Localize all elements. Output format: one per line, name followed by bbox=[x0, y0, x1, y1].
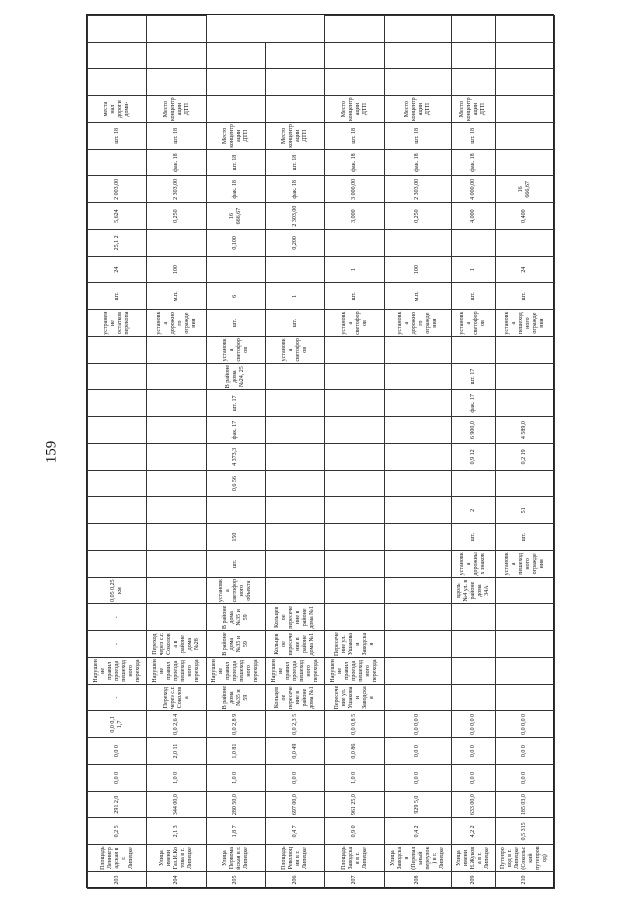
table-cell: В районе дома №24, 25 bbox=[206, 363, 265, 390]
table-cell bbox=[495, 470, 554, 497]
table-cell bbox=[325, 577, 384, 604]
table-cell: шт. bbox=[452, 524, 495, 551]
table-cell: 0,5 315 bbox=[495, 818, 554, 845]
table-cell: 0,0 0 bbox=[88, 765, 147, 792]
table-cell bbox=[384, 658, 451, 685]
table-cell: Нарушение правил проезда пешеходного перехода bbox=[147, 658, 206, 685]
table-cell bbox=[325, 470, 384, 497]
table-cell: 0,9 12 bbox=[452, 444, 495, 471]
table-cell: м.п. bbox=[147, 283, 206, 310]
table-cell bbox=[206, 256, 265, 283]
row-number-cell: 208 bbox=[384, 872, 451, 889]
table-cell bbox=[452, 684, 495, 711]
table-cell bbox=[452, 230, 495, 257]
table-cell: 0,05 0,25 км bbox=[88, 577, 147, 604]
table-cell: 0,0 0,0 0 bbox=[495, 711, 554, 738]
table-cell: 0,9 0 bbox=[325, 818, 384, 845]
table-cell: шт. bbox=[88, 283, 147, 310]
table-cell: шт. 17 bbox=[206, 390, 265, 417]
table-cell: установка пешеходного ограждения bbox=[495, 551, 554, 578]
table-cell bbox=[88, 149, 147, 176]
table-cell: - bbox=[88, 604, 147, 631]
table-cell: 16 666,67 bbox=[206, 203, 265, 230]
table-cell: 1,0 0 bbox=[147, 765, 206, 792]
table-cell: 0,0 0 bbox=[452, 765, 495, 792]
table-cell: Пересечение ул. Ушакова и Заводская bbox=[325, 631, 384, 658]
table-cell bbox=[88, 444, 147, 471]
table-cell: 150 bbox=[206, 524, 265, 551]
table-cell bbox=[325, 551, 384, 578]
table-cell bbox=[147, 363, 206, 390]
table-cell: 0,250 bbox=[147, 203, 206, 230]
table-cell: 0,200 bbox=[266, 230, 325, 257]
table-cell: Место концентрации ДТП bbox=[147, 96, 206, 123]
table-cell bbox=[266, 96, 325, 123]
table-cell bbox=[266, 524, 325, 551]
table-cell: шт. bbox=[495, 283, 554, 310]
table-cell: В районе дома №35 и 59 bbox=[206, 604, 265, 631]
table-cell: 0,2 5 bbox=[88, 818, 147, 845]
table-cell bbox=[384, 470, 451, 497]
table-cell: 633 00,0 bbox=[452, 791, 495, 818]
table-cell bbox=[266, 363, 325, 390]
table-cell: 6 bbox=[206, 283, 265, 310]
table-cell bbox=[147, 42, 206, 69]
table-cell bbox=[384, 497, 451, 524]
table-cell: Площадь Заводская в г. Липецке bbox=[325, 845, 384, 872]
table-cell bbox=[88, 524, 147, 551]
table-cell: установка светофоров bbox=[206, 337, 265, 364]
table-cell: 2 303,00 bbox=[266, 203, 325, 230]
table-cell: 2 003,00 bbox=[88, 176, 147, 203]
table-cell: 24 bbox=[495, 256, 554, 283]
table-row bbox=[452, 16, 495, 889]
table-cell: 4,000 bbox=[452, 203, 495, 230]
table-cell bbox=[325, 417, 384, 444]
table-cell: шт. 18 bbox=[147, 123, 206, 150]
table-cell: 0,4 7 bbox=[266, 818, 325, 845]
table-cell bbox=[206, 69, 265, 96]
table-cell: 280 50,0 bbox=[206, 791, 265, 818]
table-row bbox=[88, 16, 147, 889]
table-cell bbox=[495, 96, 554, 123]
table-cell bbox=[88, 363, 147, 390]
table-cell bbox=[384, 16, 451, 43]
table-cell bbox=[495, 604, 554, 631]
table-cell bbox=[266, 551, 325, 578]
table-cell bbox=[266, 42, 325, 69]
table-cell: шт. bbox=[206, 310, 265, 337]
table-cell: Кольцевое пересечение в районе дома №1 bbox=[266, 684, 325, 711]
table-cell: 2,0 11 bbox=[147, 738, 206, 765]
table-row bbox=[495, 16, 554, 889]
table-cell: шт. 18 bbox=[452, 123, 495, 150]
table-cell: 0,0 0,8 5 bbox=[325, 711, 384, 738]
table-cell bbox=[495, 390, 554, 417]
table-cell bbox=[88, 497, 147, 524]
table-cell: 0,0 0,0 0 bbox=[384, 711, 451, 738]
table-cell: 1,8 7 bbox=[206, 818, 265, 845]
table-cell bbox=[266, 69, 325, 96]
table-cell: установка дорожного ограждения bbox=[384, 310, 451, 337]
table-cell bbox=[147, 417, 206, 444]
table-cell: 697 00,0 bbox=[266, 791, 325, 818]
table-cell bbox=[325, 42, 384, 69]
table-cell bbox=[147, 337, 206, 364]
table-cell: шт. 18 bbox=[88, 123, 147, 150]
table-cell: Место концентрации ДТП bbox=[384, 96, 451, 123]
table-cell: установка дорожного ограждения bbox=[147, 310, 206, 337]
table-cell bbox=[495, 684, 554, 711]
table-cell: 2 303,00 bbox=[384, 176, 451, 203]
table-cell bbox=[266, 417, 325, 444]
table-cell: 1,0 0 bbox=[206, 765, 265, 792]
table-cell bbox=[384, 604, 451, 631]
table-cell: установка светофоров bbox=[325, 310, 384, 337]
table-cell bbox=[325, 444, 384, 471]
table-cell bbox=[266, 444, 325, 471]
table-row bbox=[206, 16, 265, 889]
table-cell: установка пешеходного ограждения bbox=[495, 310, 554, 337]
table-cell bbox=[495, 16, 554, 43]
table-cell: - bbox=[88, 684, 147, 711]
table-cell bbox=[452, 470, 495, 497]
table-cell bbox=[147, 16, 206, 43]
table-cell: 0,0 2,3 5 bbox=[266, 711, 325, 738]
table-cell bbox=[266, 577, 325, 604]
row-number-cell: 203 bbox=[88, 872, 147, 889]
table-cell: фак. 17 bbox=[452, 390, 495, 417]
table-cell: 0,2 19 bbox=[495, 444, 554, 471]
table-cell bbox=[266, 390, 325, 417]
table-cell: установка светофоров bbox=[266, 337, 325, 364]
table-cell: фак. 18 bbox=[266, 176, 325, 203]
table-cell bbox=[384, 42, 451, 69]
table-cell bbox=[88, 551, 147, 578]
table-cell: 1,0 0 bbox=[325, 765, 384, 792]
table-cell: устранение остатков перекопа bbox=[88, 310, 147, 337]
table-row bbox=[147, 16, 206, 889]
table-cell bbox=[325, 497, 384, 524]
row-number-cell: 204 bbox=[147, 872, 206, 889]
table-cell: 6 900,0 bbox=[452, 417, 495, 444]
table-cell: 929 5,0 bbox=[384, 791, 451, 818]
table-cell bbox=[206, 96, 265, 123]
table-cell: Улица Заводская (Перевальный переулок) в г. Липецке bbox=[384, 845, 451, 872]
table-cell: 16 666,67 bbox=[495, 176, 554, 203]
table-cell bbox=[495, 42, 554, 69]
table-cell bbox=[147, 230, 206, 257]
table-cell: 961 25,0 bbox=[325, 791, 384, 818]
table-cell bbox=[452, 658, 495, 685]
table-cell: 0,0 0 bbox=[495, 765, 554, 792]
table-cell bbox=[88, 390, 147, 417]
table-cell bbox=[384, 390, 451, 417]
table-cell: фак. 18 bbox=[206, 176, 265, 203]
table-cell bbox=[495, 363, 554, 390]
table-cell: м.п. bbox=[384, 283, 451, 310]
table-cell: 1,0 81 bbox=[206, 738, 265, 765]
table-cell: 0,0 0 bbox=[384, 738, 451, 765]
table-cell bbox=[452, 604, 495, 631]
table-cell bbox=[88, 337, 147, 364]
table-cell bbox=[325, 230, 384, 257]
table-cell: 344 00,0 bbox=[147, 791, 206, 818]
table-cell bbox=[147, 470, 206, 497]
table-cell bbox=[266, 470, 325, 497]
table-cell bbox=[452, 631, 495, 658]
table-cell bbox=[147, 604, 206, 631]
table-cell bbox=[384, 363, 451, 390]
table-cell bbox=[266, 256, 325, 283]
table-cell: - bbox=[88, 631, 147, 658]
table-cell: Нарушение правил проезда пешеходного перехода bbox=[206, 658, 265, 685]
table-cell bbox=[147, 551, 206, 578]
table-cell bbox=[384, 524, 451, 551]
row-number-cell: 205 bbox=[206, 872, 265, 889]
table-cell: шт. bbox=[266, 310, 325, 337]
table-cell: 2 bbox=[452, 497, 495, 524]
rotated-table-wrapper bbox=[87, 15, 555, 889]
table-cell bbox=[384, 444, 451, 471]
table-cell bbox=[325, 390, 384, 417]
table-cell: Переход через с.г. Соколова в районе дома №28 bbox=[147, 631, 206, 658]
table-cell bbox=[384, 551, 451, 578]
table-cell: Нарушение правил проезда пешеходного перехода bbox=[325, 658, 384, 685]
table-cell: шт. bbox=[495, 524, 554, 551]
table-cell: 4 373,3 bbox=[206, 444, 265, 471]
table-cell bbox=[325, 16, 384, 43]
table-cell: Место концентрации ДТП bbox=[206, 123, 265, 150]
table-cell bbox=[384, 69, 451, 96]
table-cell bbox=[384, 631, 451, 658]
table-cell: 0,250 bbox=[384, 203, 451, 230]
table-cell: 0,0 86 bbox=[325, 738, 384, 765]
table-cell: шт. bbox=[206, 551, 265, 578]
table-cell bbox=[495, 123, 554, 150]
table-cell bbox=[495, 69, 554, 96]
table-cell bbox=[147, 497, 206, 524]
table-cell: В районе дома №35 и 59 bbox=[206, 631, 265, 658]
table-cell: 100 bbox=[384, 256, 451, 283]
table-cell: фак. 18 bbox=[384, 149, 451, 176]
table-cell: Нарушение правил проезда пешеходного перехода bbox=[266, 658, 325, 685]
table-cell bbox=[495, 149, 554, 176]
table-cell bbox=[452, 337, 495, 364]
table-cell: 291 2,0 bbox=[88, 791, 147, 818]
table-cell: Кольцевое пересечение в районе дома №1 bbox=[266, 631, 325, 658]
table-cell: Площадь Ленинградская в г. Липецке bbox=[88, 845, 147, 872]
table-cell: фак. 18 bbox=[452, 149, 495, 176]
data-table-sheet bbox=[86, 14, 554, 888]
data-table bbox=[87, 15, 555, 889]
table-row bbox=[325, 16, 384, 889]
table-cell: 24 bbox=[88, 256, 147, 283]
table-cell bbox=[495, 631, 554, 658]
table-cell: Пересечение ул. Ушакова и Заводская bbox=[325, 684, 384, 711]
table-cell: установка светофоров bbox=[452, 310, 495, 337]
table-cell bbox=[88, 417, 147, 444]
table-cell: 4 589,0 bbox=[495, 417, 554, 444]
table-cell: шт. 18 bbox=[266, 149, 325, 176]
table-cell: 0,0 0 bbox=[266, 765, 325, 792]
table-cell: 0,0 0 bbox=[88, 738, 147, 765]
table-cell: 0,100 bbox=[206, 230, 265, 257]
table-cell: В районе дома №35 и 59 bbox=[206, 684, 265, 711]
table-cell: 1 bbox=[325, 256, 384, 283]
table-cell: 25,1 2 bbox=[88, 230, 147, 257]
table-cell: шт. bbox=[452, 283, 495, 310]
table-cell: 0,4 2 bbox=[384, 818, 451, 845]
table-cell: Улица Первомайская в г. Липецке bbox=[206, 845, 265, 872]
table-cell bbox=[325, 604, 384, 631]
table-cell: 0,0 0 bbox=[495, 738, 554, 765]
table-cell: Улица имени Н.Жукова в г. Липецке bbox=[452, 845, 495, 872]
table-cell: 1 bbox=[452, 256, 495, 283]
table-body bbox=[88, 16, 555, 889]
page-number: 159 bbox=[43, 440, 60, 464]
table-cell bbox=[266, 497, 325, 524]
table-cell bbox=[384, 417, 451, 444]
table-cell: 1 bbox=[266, 283, 325, 310]
table-cell: фак. 18 bbox=[147, 149, 206, 176]
table-cell: 100 bbox=[147, 256, 206, 283]
table-cell: Улица имени Газ.И.Котова в г. Липецке bbox=[147, 845, 206, 872]
table-cell: Место концентрации ДТП bbox=[325, 96, 384, 123]
table-cell: 185 03,0 bbox=[495, 791, 554, 818]
table-cell bbox=[452, 69, 495, 96]
table-cell: Путепровод в г. Липецке (Сокольский путепровод) bbox=[495, 845, 554, 872]
table-cell: шт. 17 bbox=[452, 363, 495, 390]
table-cell bbox=[147, 444, 206, 471]
table-cell bbox=[88, 16, 147, 43]
table-cell: 0,400 bbox=[495, 203, 554, 230]
table-cell: Место концентрации ДТП bbox=[452, 96, 495, 123]
table-cell: 0,0 49 bbox=[266, 738, 325, 765]
table-cell bbox=[495, 337, 554, 364]
table-row bbox=[266, 16, 325, 889]
table-cell: 2 303,00 bbox=[147, 176, 206, 203]
table-cell: 51 bbox=[495, 497, 554, 524]
table-cell: шт. 18 bbox=[206, 149, 265, 176]
table-cell bbox=[495, 577, 554, 604]
table-cell: шт. 18 bbox=[325, 123, 384, 150]
table-cell: 3 000,00 bbox=[325, 176, 384, 203]
table-cell bbox=[325, 524, 384, 551]
table-cell: установка светофорного объекта bbox=[206, 577, 265, 604]
table-cell bbox=[495, 230, 554, 257]
table-cell bbox=[147, 390, 206, 417]
table-cell: шт. 18 bbox=[384, 123, 451, 150]
table-cell: 5,624 bbox=[88, 203, 147, 230]
table-cell: Площадь Революции в г. Липецке bbox=[266, 845, 325, 872]
table-cell bbox=[147, 69, 206, 96]
table-row bbox=[384, 16, 451, 889]
table-cell: 0,0 0,1 1,7 bbox=[88, 711, 147, 738]
table-cell bbox=[88, 470, 147, 497]
table-cell bbox=[88, 69, 147, 96]
table-cell: 0,0 0 bbox=[384, 765, 451, 792]
table-cell: места нал дороги доми- bbox=[88, 96, 147, 123]
row-number-cell: 209 bbox=[452, 872, 495, 889]
table-cell: Переход через с.г. Соколова bbox=[147, 684, 206, 711]
table-cell bbox=[88, 42, 147, 69]
row-number-cell: 206 bbox=[266, 872, 325, 889]
table-cell: вдоль №4 ул. в районе дома 34А bbox=[452, 577, 495, 604]
table-cell: 0,0 0,0 0 bbox=[452, 711, 495, 738]
table-cell: 0,0 2,8 9 bbox=[206, 711, 265, 738]
table-cell bbox=[147, 577, 206, 604]
table-cell bbox=[325, 69, 384, 96]
table-cell: 4,2 2 bbox=[452, 818, 495, 845]
table-cell bbox=[206, 42, 265, 69]
table-cell: Кольцевое пересечение в районе дома №1 bbox=[266, 604, 325, 631]
table-cell: 0,0 0 bbox=[452, 738, 495, 765]
table-cell bbox=[147, 524, 206, 551]
table-cell: 4 000,00 bbox=[452, 176, 495, 203]
table-cell bbox=[384, 577, 451, 604]
table-cell: Нарушение правил проезда пешеходного перехода bbox=[88, 658, 147, 685]
table-cell: фак. 18 bbox=[325, 149, 384, 176]
table-cell: 2,1 3 bbox=[147, 818, 206, 845]
table-cell: 0,6 56 bbox=[206, 470, 265, 497]
table-cell: Место концентрации ДТП bbox=[266, 123, 325, 150]
table-cell: 0,0 2,6 4 bbox=[147, 711, 206, 738]
table-cell bbox=[325, 337, 384, 364]
row-number-cell: 210 bbox=[495, 872, 554, 889]
row-number-cell: 207 bbox=[325, 872, 384, 889]
table-cell: шт. bbox=[325, 283, 384, 310]
table-cell bbox=[452, 16, 495, 43]
table-cell bbox=[495, 658, 554, 685]
table-cell: фак. 17 bbox=[206, 417, 265, 444]
table-cell bbox=[384, 684, 451, 711]
table-cell bbox=[384, 230, 451, 257]
table-cell bbox=[325, 363, 384, 390]
table-cell bbox=[452, 42, 495, 69]
table-cell bbox=[206, 497, 265, 524]
table-cell: установка дорожных знаков bbox=[452, 551, 495, 578]
table-cell: 3,000 bbox=[325, 203, 384, 230]
table-cell bbox=[384, 337, 451, 364]
